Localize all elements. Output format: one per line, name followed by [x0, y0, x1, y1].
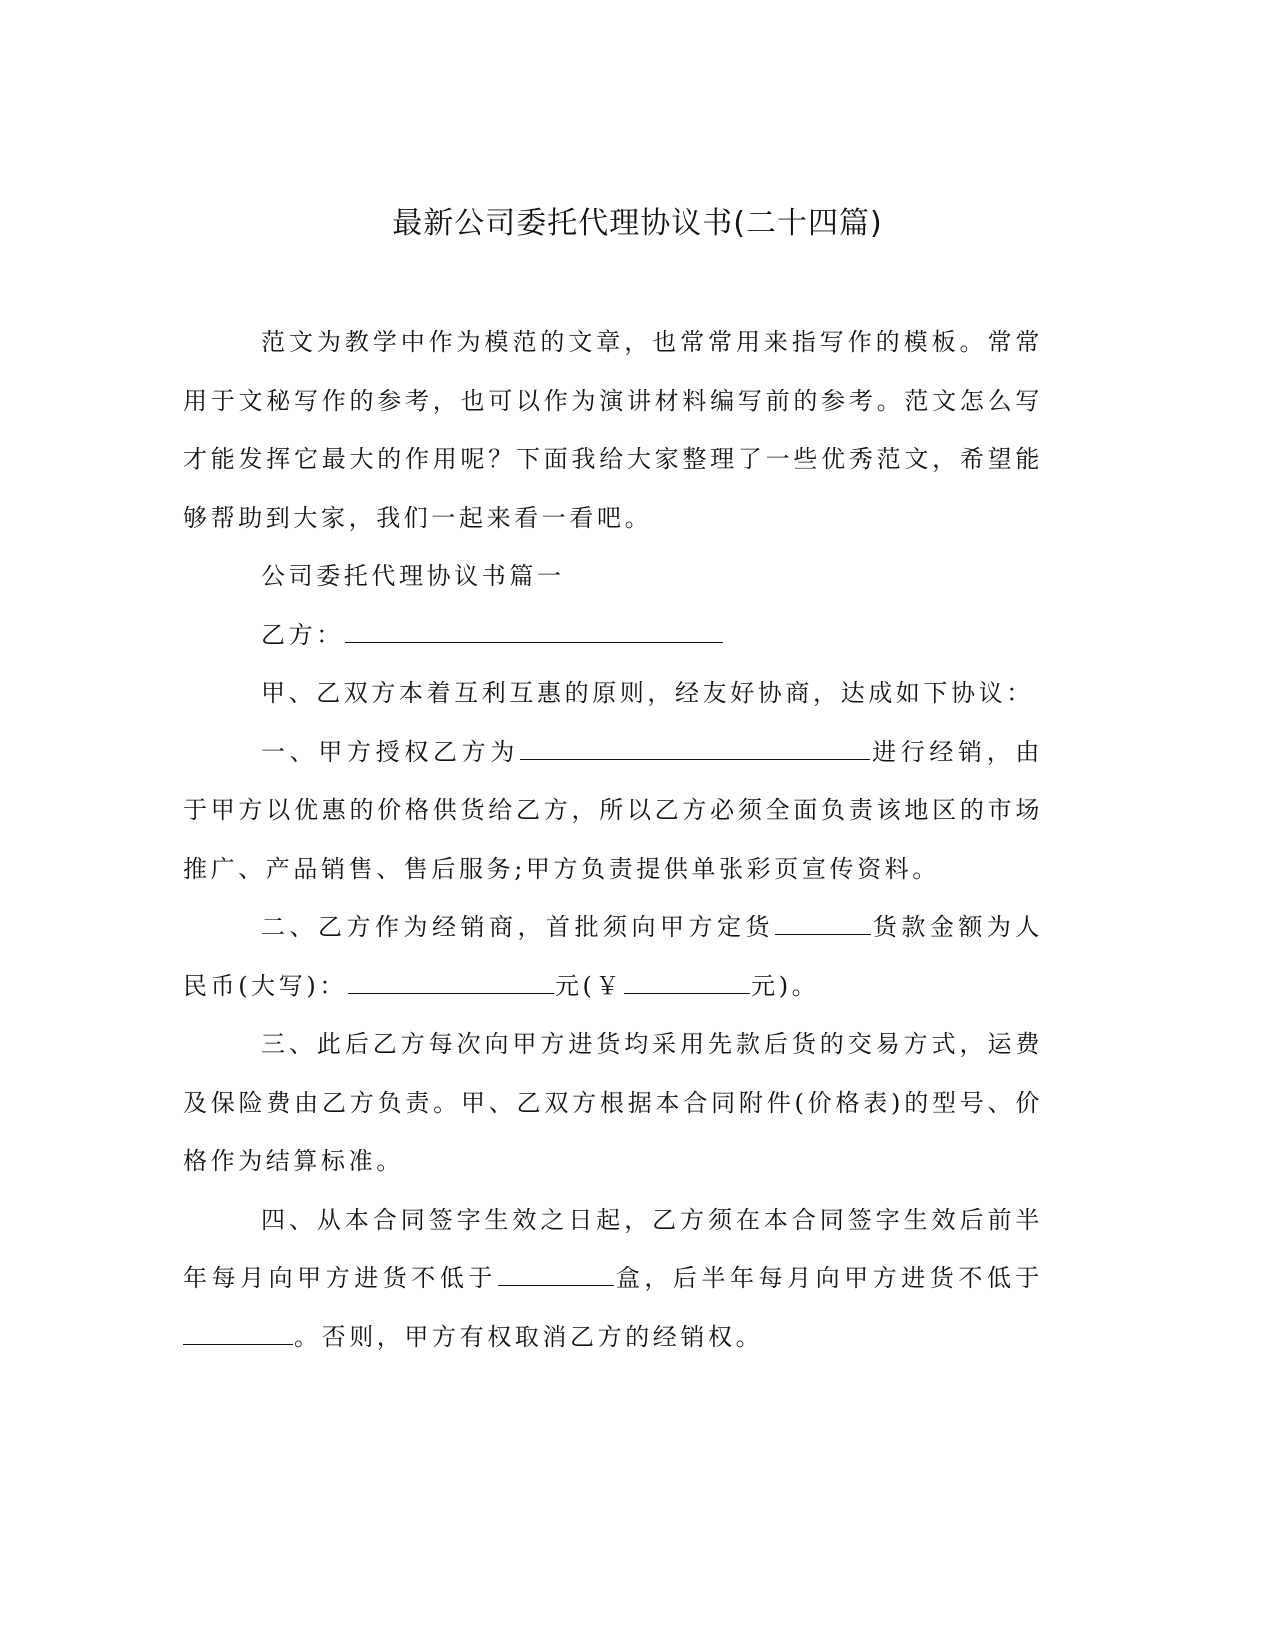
first-order-blank	[775, 912, 871, 935]
amount-yen-blank	[624, 971, 750, 994]
clause-4-start: 四、从本合同签字生效之日起，乙方须在本合同签字生效后前半年每月向甲方进货不低于	[183, 1205, 1043, 1292]
section-heading: 公司委托代理协议书篇一	[261, 562, 565, 590]
clause-1-rest: 进行经销，由于甲方以优惠的价格供货给乙方，所以乙方必须全面负责该地区的市场推广、产品销售、售后服务;甲方负责提供单张彩页宣传资料。	[183, 737, 1043, 883]
clause-4-middle: 盒，后半年每月向甲方进货不低于	[614, 1264, 1043, 1292]
document-title: 最新公司委托代理协议书(二十四篇)	[392, 206, 883, 241]
clause-4	[183, 1191, 1043, 1367]
second-half-min-blank	[183, 1322, 293, 1345]
clause-1-start: 一、甲方授权乙方为	[261, 737, 519, 766]
amount-uppercase-blank	[348, 971, 554, 994]
party-b-blank	[345, 620, 723, 643]
clause-4-rest: 。否则，甲方有权取消乙方的经销权。	[294, 1322, 764, 1351]
party-b-label: 乙方：	[261, 620, 344, 649]
clause-2-amount-label: 货款金额为人民币(大写)：	[183, 913, 1043, 1000]
document-body	[183, 313, 1043, 1366]
clause-2-yuan-close: 元)。	[751, 971, 820, 1000]
intro-paragraph: 范文为教学中作为模范的文章，也常常用来指写作的模板。常常用于文秘写作的参考，也可以作为演讲材料编写前的参考。范文怎么写才能发挥它最大的作用呢？下面我给大家整理了一些优秀范文，希望能够帮助到大家，我们一起来看一看吧。	[183, 328, 1043, 532]
clause-2-yuan-open: 元(￥	[554, 971, 624, 1000]
party-b-line	[183, 606, 1043, 665]
principle-paragraph: 甲、乙双方本着互利互惠的原则，经友好协商，达成如下协议：	[261, 679, 1034, 707]
clause-2-start: 二、乙方作为经销商，首批须向甲方定货	[261, 913, 774, 941]
first-half-min-blank	[498, 1263, 614, 1286]
clause-2	[183, 898, 1043, 1015]
clause-1	[183, 723, 1043, 899]
region-blank	[520, 737, 870, 760]
clause-3: 三、此后乙方每次向甲方进货均采用先款后货的交易方式，运费及保险费由乙方负责。甲、乙双方根据本合同附件(价格表)的型号、价格作为结算标准。	[183, 1030, 1043, 1175]
